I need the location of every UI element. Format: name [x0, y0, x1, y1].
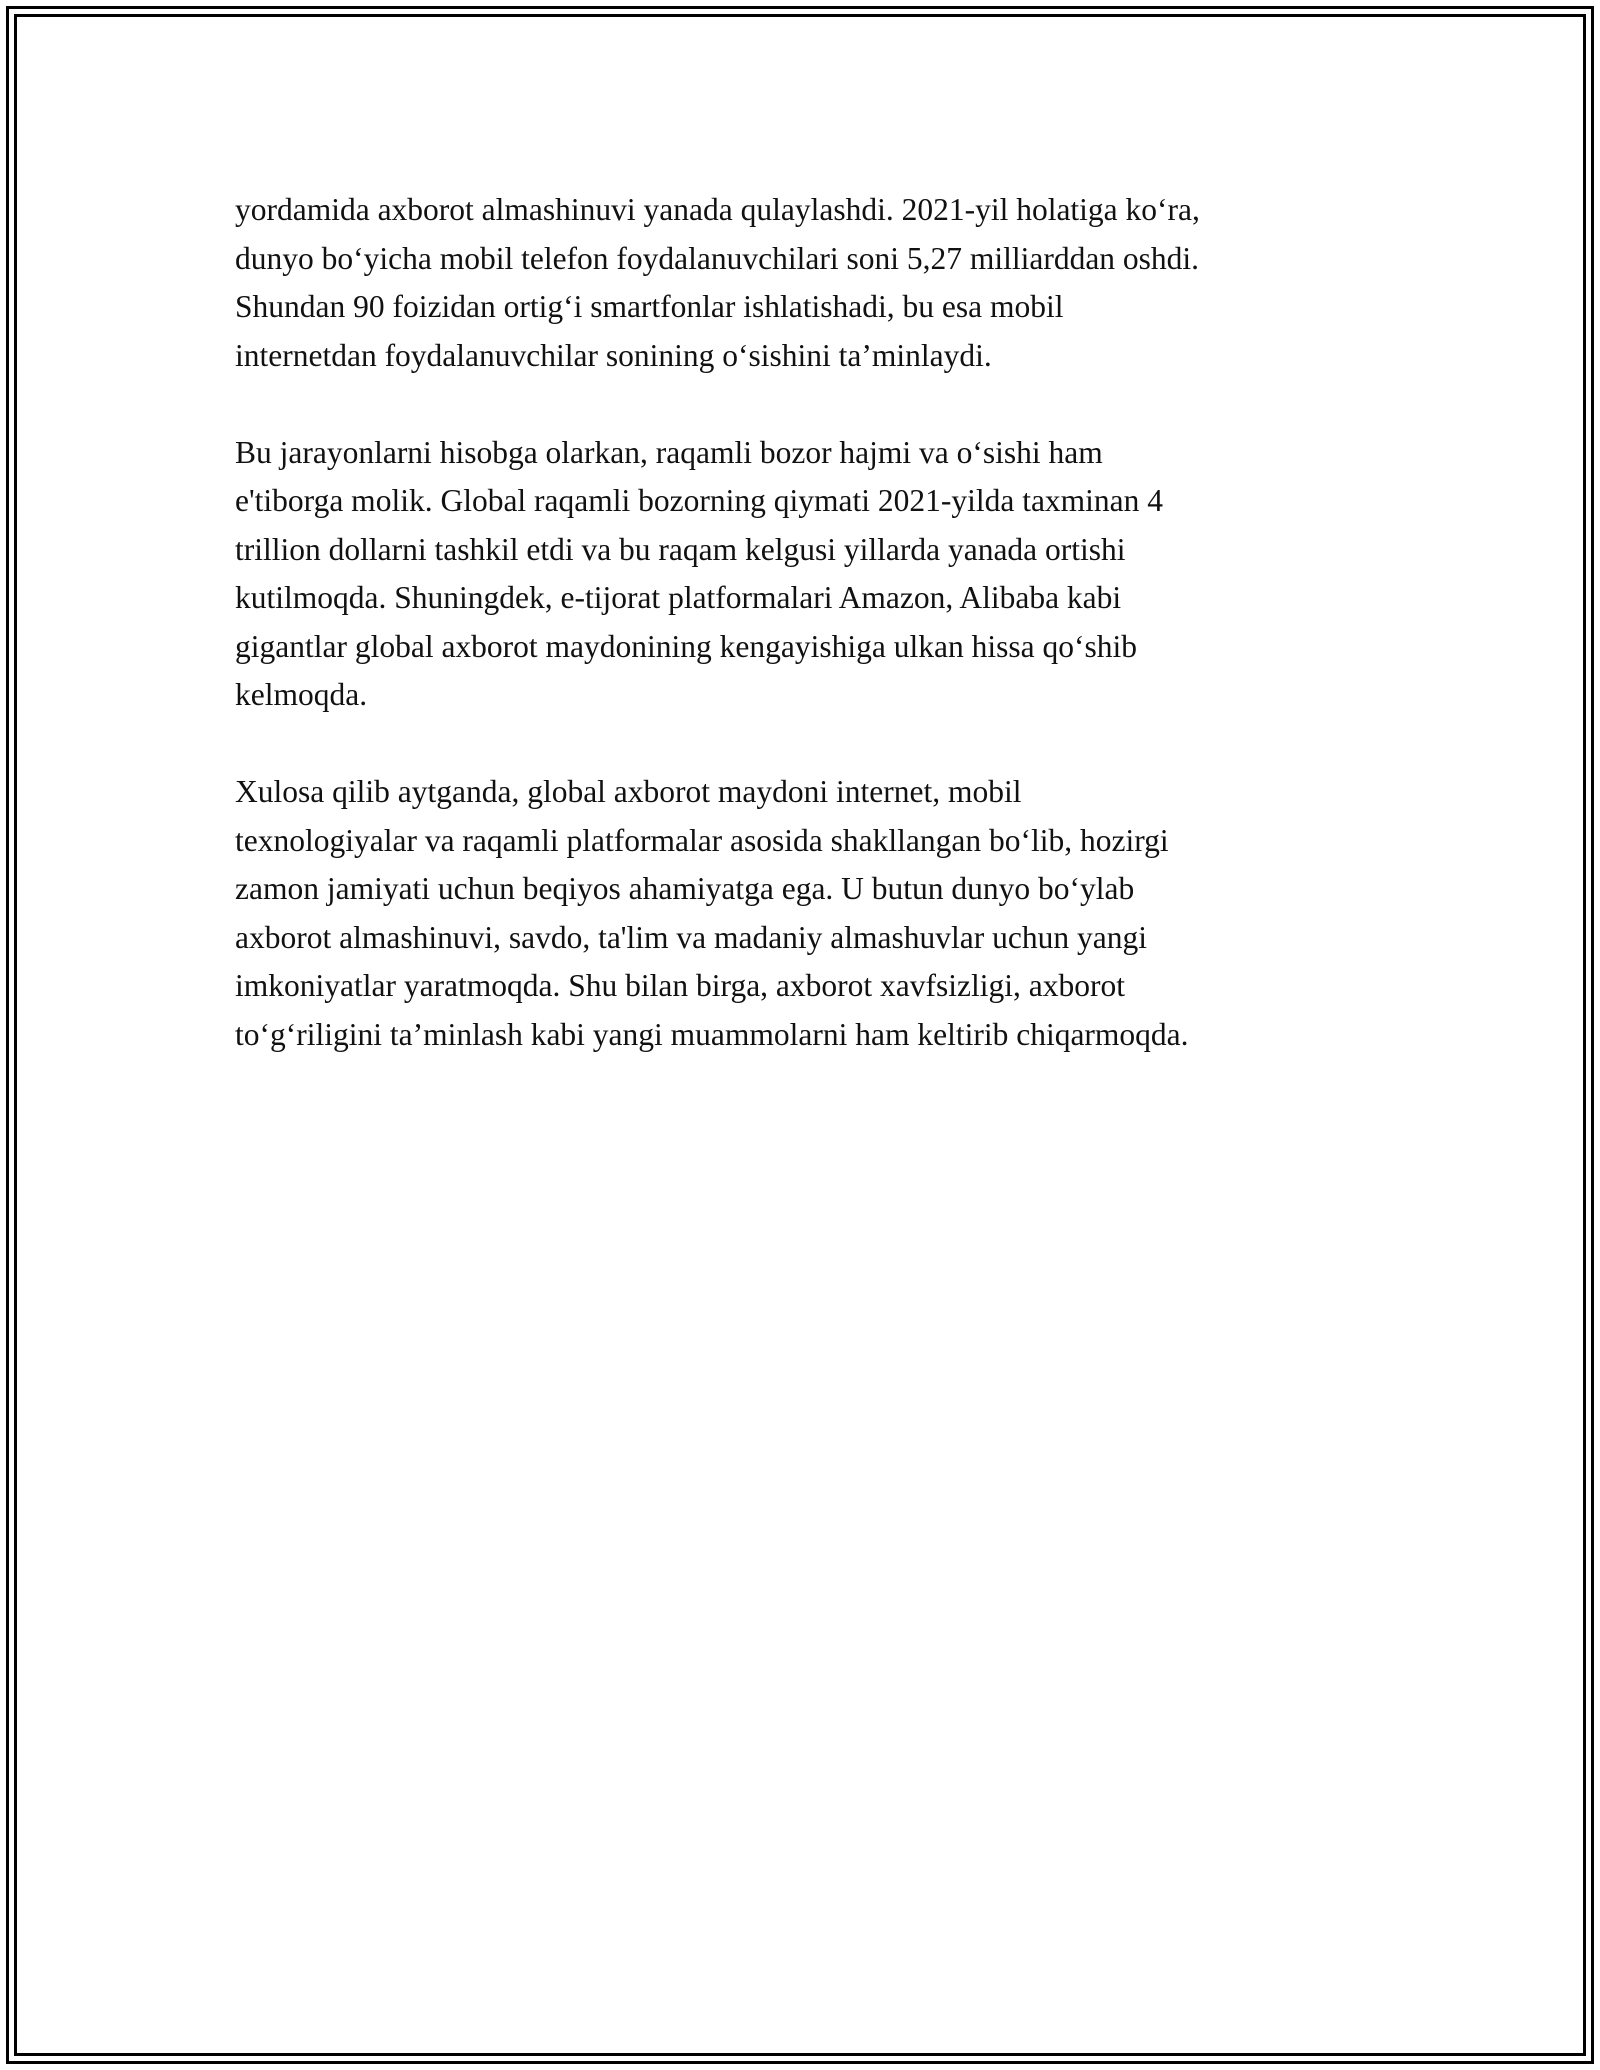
text-line: yordamida axborot almashinuvi yanada qulaylashdi. 2021-yil holatiga ko‘ra, [235, 192, 1200, 227]
paragraph-2 [235, 429, 1415, 720]
text-line: trillion dollarni tashkil etdi va bu raqam kelgusi yillarda yanada ortishi [235, 531, 1126, 567]
text-line: kelmoqda. [235, 677, 368, 712]
document-body [235, 186, 1415, 1108]
text-line: gigantlar global axborot maydonining kengayishiga ulkan hissa qo‘shib [235, 628, 1137, 664]
paragraph-3 [235, 768, 1415, 1059]
text-line: kutilmoqda. Shuningdek, e-tijorat platformalari Amazon, Alibaba kabi [235, 580, 1122, 615]
text-line: internetdan foydalanuvchilar sonining o‘sishini ta’minlaydi. [235, 337, 992, 373]
text-line: to‘g‘riligini ta’minlash kabi yangi muammolarni ham keltirib chiqarmoqda. [235, 1016, 1189, 1052]
text-line: texnologiyalar va raqamli platformalar asosida shakllangan bo‘lib, hozirgi [235, 822, 1169, 858]
text-line: zamon jamiyati uchun beqiyos ahamiyatga ega. U butun dunyo bo‘ylab [235, 871, 1135, 906]
text-line: dunyo bo‘yicha mobil telefon foydalanuvchilari soni 5,27 milliarddan oshdi. [235, 240, 1200, 276]
text-line: Xulosa qilib aytganda, global axborot maydoni internet, mobil [235, 774, 1022, 809]
text-line: axborot almashinuvi, savdo, ta'lim va madaniy almashuvlar uchun yangi [235, 919, 1147, 955]
text-line: Shundan 90 foizidan ortig‘i smartfonlar ishlatishadi, bu esa mobil [235, 289, 1064, 324]
text-line: Bu jarayonlarni hisobga olarkan, raqamli bozor hajmi va o‘sishi ham [235, 434, 1103, 470]
text-line: imkoniyatlar yaratmoqda. Shu bilan birga, axborot xavfsizligi, axborot [235, 968, 1125, 1003]
paragraph-1 [235, 186, 1415, 380]
text-line: e'tiborga molik. Global raqamli bozorning qiymati 2021-yilda taxminan 4 [235, 483, 1164, 518]
